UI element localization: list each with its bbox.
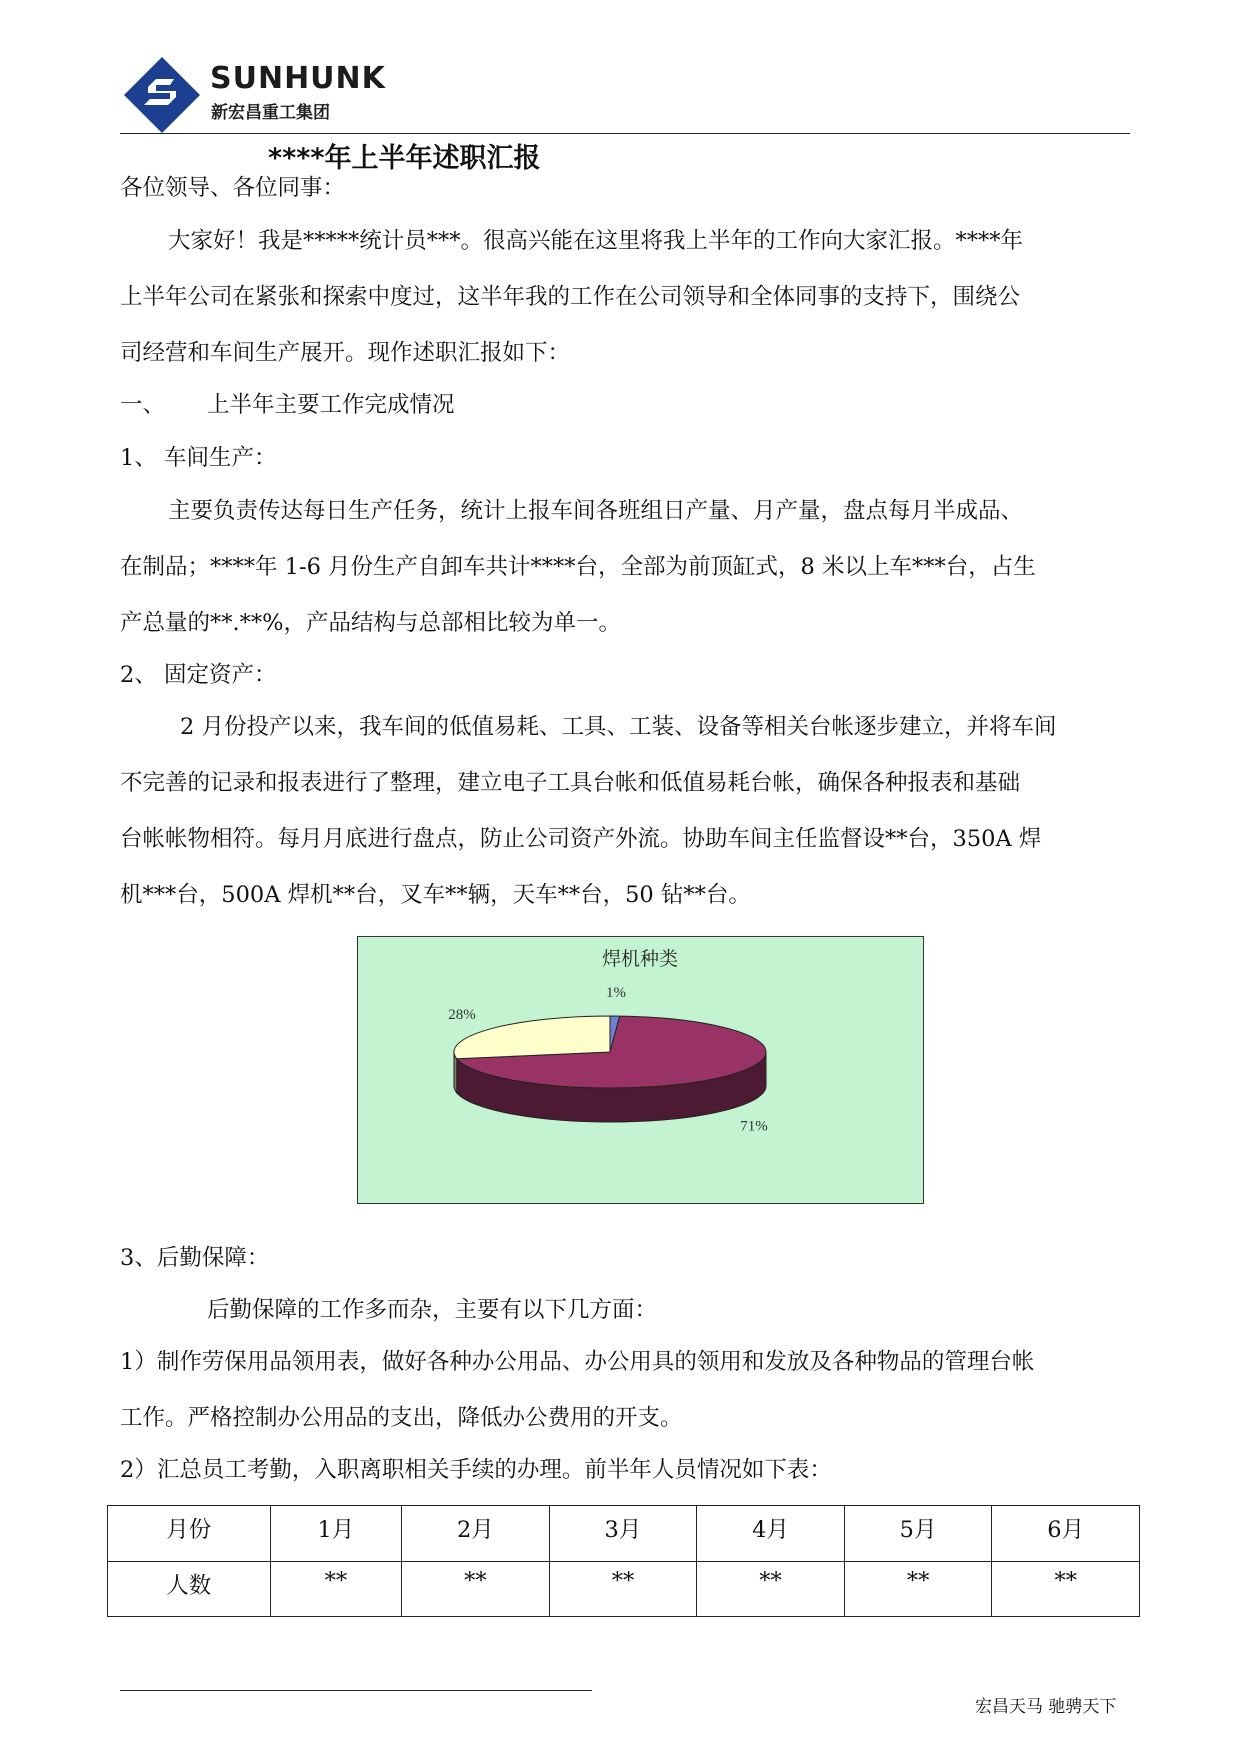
staff-count-table — [107, 1505, 1140, 1617]
logistics-item-1-line-2: 工作。严格控制办公用品的支出，降低办公费用的开支。 — [120, 1405, 683, 1431]
chart-title: 焊机种类 — [601, 949, 679, 970]
intro-line-1: 大家好！我是*****统计员***。很高兴能在这里将我上半年的工作向大家汇报。****年 — [168, 228, 1024, 254]
greeting: 各位领导、各位同事： — [120, 175, 346, 201]
subsection-heading-assets: 2、 固定资产： — [120, 662, 277, 688]
table-header-cell: 2月 — [402, 1506, 550, 1562]
table-cell: 人数 — [108, 1561, 271, 1617]
logistics-intro: 后勤保障的工作多而杂，主要有以下几方面： — [207, 1297, 658, 1323]
table-cell: ** — [402, 1561, 550, 1617]
pie-slice — [454, 1016, 610, 1059]
pie-data-label: 28% — [448, 1006, 476, 1023]
production-line-3: 产总量的**.**%，产品结构与总部相比较为单一。 — [120, 610, 622, 636]
production-line-1: 主要负责传达每日生产任务，统计上报车间各班组日产量、月产量，盘点每月半成品、 — [168, 498, 1024, 524]
section-number: 一、 — [120, 392, 166, 418]
footer-rule — [120, 1690, 592, 1691]
table-header-cell: 6月 — [992, 1506, 1140, 1562]
assets-line-4: 机***台，500A 焊机**台，叉车**辆，天车**台，50 钻**台。 — [120, 882, 751, 908]
assets-line-2: 不完善的记录和报表进行了整理，建立电子工具台帐和低值易耗台帐，确保各种报表和基础 — [120, 770, 1021, 796]
assets-line-1: 2 月份投产以来，我车间的低值易耗、工具、工装、设备等相关台帐逐步建立，并将车间 — [180, 714, 1057, 740]
welder-type-chart — [357, 936, 924, 1204]
table-header-cell: 1月 — [270, 1506, 402, 1562]
table-cell: ** — [992, 1561, 1140, 1617]
assets-line-3: 台帐帐物相符。每月月底进行盘点，防止公司资产外流。协助车间主任监督设**台，350A 焊 — [120, 826, 1042, 852]
logo-mark-icon — [122, 55, 202, 135]
header-rule — [120, 133, 1130, 134]
subsection-heading-logistics: 3、后勤保障： — [120, 1245, 270, 1271]
table-cell: ** — [844, 1561, 992, 1617]
table-cell: ** — [549, 1561, 697, 1617]
logistics-item-1-line-1: 1）制作劳保用品领用表，做好各种办公用品、办公用具的领用和发放及各种物品的管理台帐 — [120, 1349, 1035, 1375]
subsection-heading-production: 1、 车间生产： — [120, 445, 277, 471]
intro-line-2: 上半年公司在紧张和探索中度过，这半年我的工作在公司领导和全体同事的支持下，围绕公 — [120, 284, 1021, 310]
table-header-row — [108, 1506, 1140, 1562]
brand-name-cn: 新宏昌重工集团 — [211, 103, 330, 123]
table-row — [108, 1561, 1140, 1617]
logistics-item-2: 2）汇总员工考勤，入职离职相关手续的办理。前半年人员情况如下表： — [120, 1457, 832, 1483]
brand-name-en: SUNHUNK — [210, 61, 386, 96]
table-header-cell: 4月 — [697, 1506, 845, 1562]
production-line-2: 在制品；****年 1-6 月份生产自卸车共计****台，全部为前顶缸式，8 米以上车***台，占生 — [120, 554, 1036, 580]
footer-slogan: 宏昌天马 驰骋天下 — [975, 1697, 1117, 1717]
intro-line-3: 司经营和车间生产展开。现作述职汇报如下： — [120, 340, 571, 366]
table-header-cell: 5月 — [844, 1506, 992, 1562]
table-cell: ** — [697, 1561, 845, 1617]
document-title: ****年上半年述职汇报 — [268, 143, 541, 174]
section-heading: 上半年主要工作完成情况 — [207, 392, 455, 418]
table-cell: ** — [270, 1561, 402, 1617]
pie-chart-svg — [358, 937, 922, 1202]
table-header-cell: 月份 — [108, 1506, 271, 1562]
table-header-cell: 3月 — [549, 1506, 697, 1562]
company-logo — [122, 55, 386, 135]
pie-data-label: 71% — [740, 1118, 768, 1135]
pie-data-label: 1% — [606, 985, 627, 1002]
